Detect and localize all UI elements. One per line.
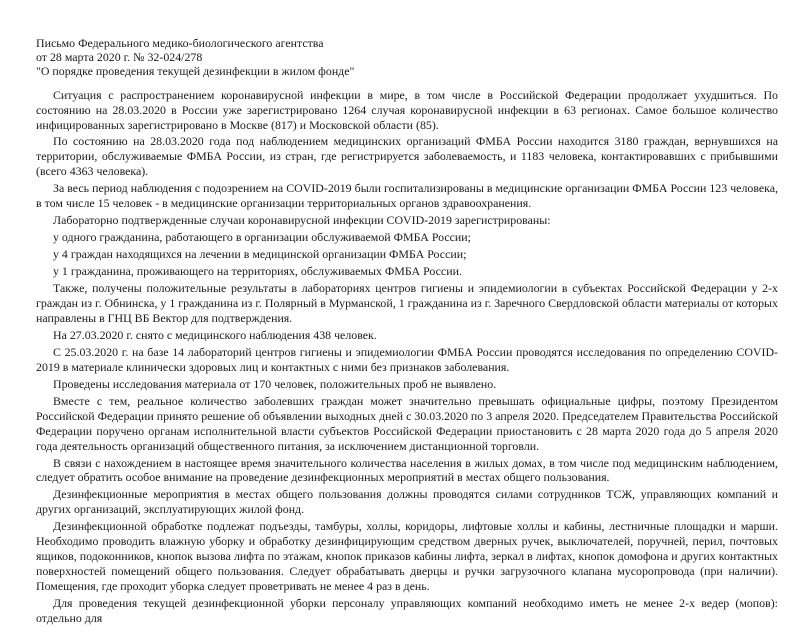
document-header [36, 36, 778, 79]
document-body [36, 88, 778, 626]
header-date-number-line: от 28 марта 2020 г. № 32-024/278 [36, 50, 203, 65]
paragraph-positive-results: Также, получены положительные результаты в лабораториях центров гигиены и эпидемиологии в субъектах Российской Федерации у 2-х граждан из г. Обнинска, у 1 гражданина из г. Полярный в Мурманской, 1 гражданина из г. Заречного Свердловской области материалы от которых направлены в ГНЦ ВБ Вектор для подтверждения. [36, 281, 778, 325]
header-agency-line: Письмо Федерального медико-биологического агентства [36, 36, 324, 50]
paragraph-hospitalized: За весь период наблюдения с подозрением на COVID-2019 были госпитализированы в медицинские организации ФМБА России 123 человека, в том числе 15 человек - в медицинские организации территориальных органов здравоохранения. [36, 181, 778, 211]
paragraph-disinfection-staff: Дезинфекционные мероприятия в местах общего пользования должны проводятся силами сотрудников ТСЖ, управляющих компаний и других организаций, эксплуатирующих жилой фонд. [36, 487, 778, 517]
paragraph-cleaning-equipment: Для проведения текущей дезинфекционной уборки персоналу управляющих компаний необходимо иметь не менее 2-х ведер (мопов): отдельно для [36, 596, 778, 626]
paragraph-situation: Ситуация с распространением коронавирусной инфекции в мире, в том числе в Российской Федерации продолжает ухудшиться. По состоянию на 28.03.2020 в России уже зарегистрировано 1264 случая коронавирусной инфекции в 63 регионах. Самое большое количество инфицированных зарегистрировано в Москве (817) и Московской области (85). [36, 87, 778, 132]
paragraph-disinfection-areas: Дезинфекционной обработке подлежат подъезды, тамбуры, холлы, коридоры, лифтовые холлы и кабины, лестничные площадки и марши. Необходимо проводить влажную уборку и обработку дезинфицирующим средством дверных ручек, выключателей, поручней, перил, почтовых ящиков, подоконников, кнопок вызова лифта по этажам, кнопок приказов кабины лифта, зеркал в лифтах, кнопок домофона и других контактных поверхностей помещений общего пользования. Следует обрабатывать дверцы и ручки загрузочного клапана мусоропровода (при наличии). Помещения, где проходит уборка следует проветривать не менее 4 раз в день. [36, 519, 778, 594]
document-page [36, 0, 778, 628]
list-item-case-1: у одного гражданина, работающего в организации обслуживаемой ФМБА России; [53, 230, 471, 245]
paragraph-confirmed-cases: Лабораторно подтвержденные случаи коронавирусной инфекции COVID-2019 зарегистрированы: [53, 213, 551, 228]
paragraph-laboratories: С 25.03.2020 г. на базе 14 лабораторий центров гигиены и эпидемиологии ФМБА России проводятся исследования по определению COVID-2019 в материале клинически здоровых лиц и контактных с ними без признаков заболевания. [36, 344, 778, 374]
list-item-case-3: у 1 гражданина, проживающего на территориях, обслуживаемых ФМБА России. [53, 264, 462, 279]
paragraph-removed-from-observation: На 27.03.2020 г. снято с медицинского наблюдения 438 человек. [53, 327, 377, 342]
header-title-line: "О порядке проведения текущей дезинфекции в жилом фонде" [36, 64, 355, 79]
paragraph-attention-disinfection: В связи с нахождением в настоящее время значительного количества населения в жилых домах, в том числе под медицинским наблюдением, следует обратить особое внимание на проведение дезинфекционных мероприятий в местах общего пользования. [36, 455, 778, 485]
paragraph-holidays-decision: Вместе с тем, реальное количество заболевших граждан может значительно превышать официальные цифры, поэтому Президентом Российской Федерации принято решение об объявлении выходных дней с 30.03.2020 по 3 апреля 2020. Председателем Правительства Российской Федерации поручено органам исполнительной власти субъектов Российской Федерации приостановить с 28 марта 2020 года до 5 апреля 2020 года деятельность организаций общественного питания, за исключением дистанционной торговли. [36, 393, 778, 453]
list-item-case-2: у 4 граждан находящихся на лечении в медицинской организации ФМБА России; [53, 247, 467, 262]
paragraph-observation: По состоянию на 28.03.2020 года под наблюдением медицинских организаций ФМБА России находится 3180 граждан, вернувшихся на территории, обслуживаемые ФМБА России, из стран, где регистрируется заболеваемость, и 1183 человека, контактировавших с прибывшими (всего 4363 человека). [36, 134, 778, 179]
paragraph-tests-conducted: Проведены исследования материала от 170 человек, положительных проб не выявлено. [53, 376, 497, 391]
